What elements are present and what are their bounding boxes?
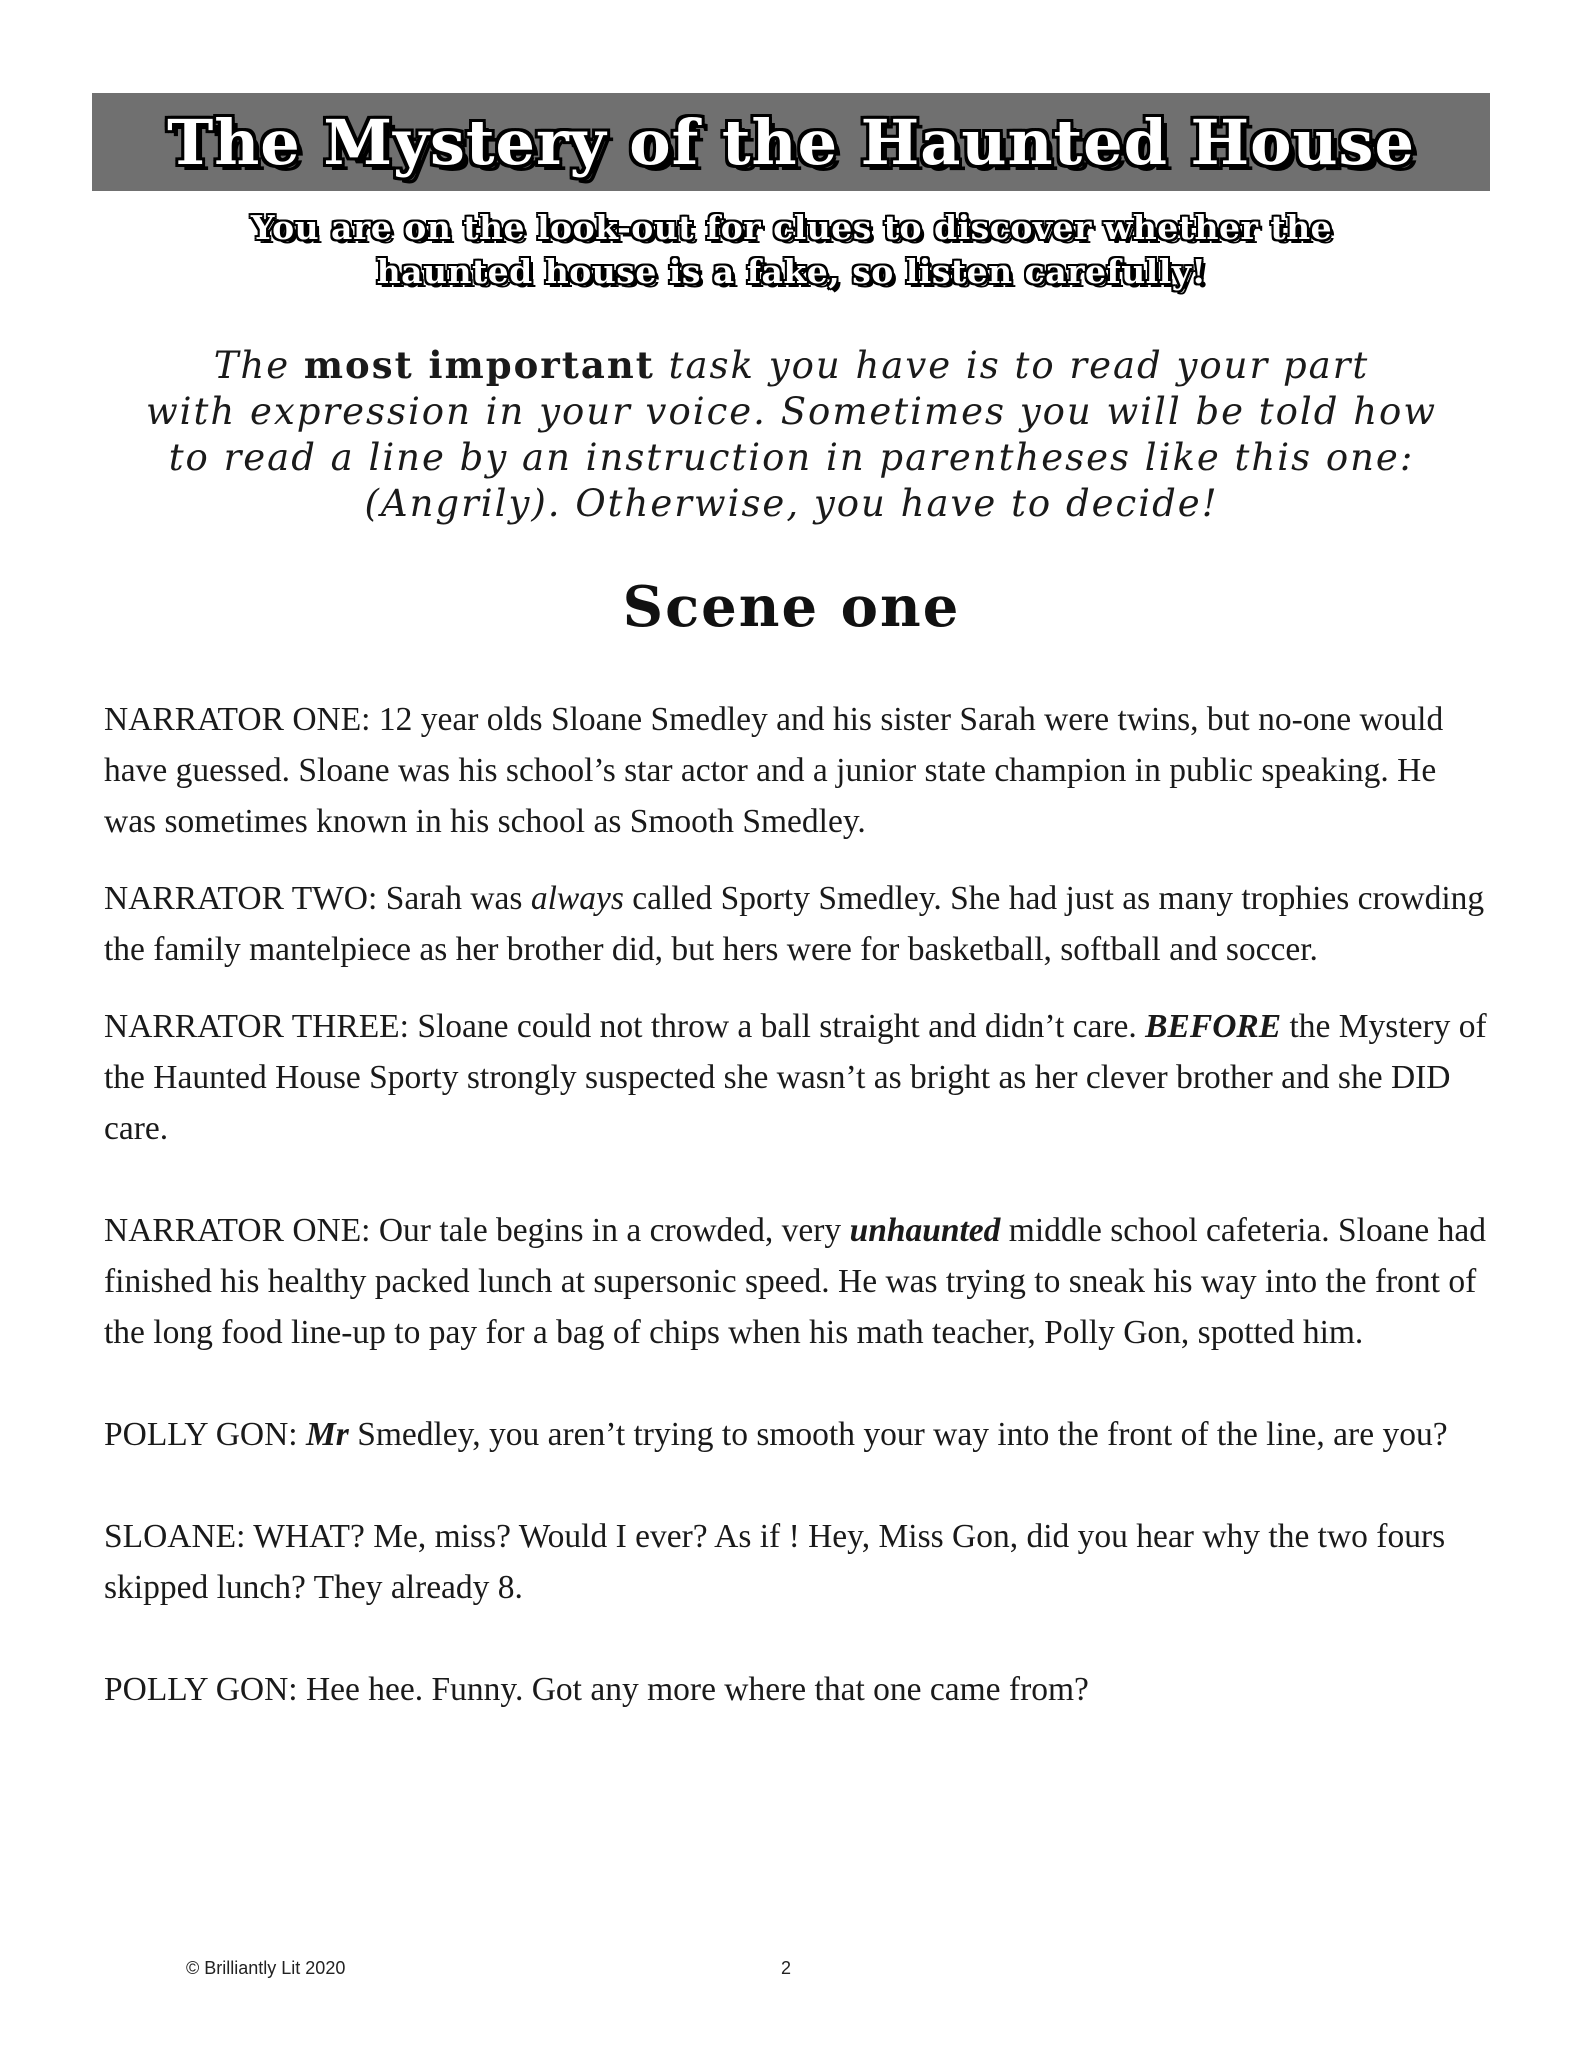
dialogue-text: Our tale begins in a crowded, very <box>370 1212 850 1249</box>
instructions-text: The <box>213 344 304 387</box>
script-line-sloane <box>104 1511 1494 1613</box>
script-body <box>104 694 1494 1715</box>
subtitle <box>130 206 1453 294</box>
speaker-label: NARRATOR THREE: <box>104 1008 409 1045</box>
dialogue-text: 12 year olds Sloane Smedley and his sister Sarah were twins, but no-one would have guessed. Sloane was his school’s star actor and a junior state champion in public speaking. He was sometimes known in his school as Smooth Smedley. <box>104 701 1444 840</box>
instructions-line-2: with expression in your voice. Sometimes you will be told how <box>146 390 1437 433</box>
script-line-narrator-two <box>104 873 1494 975</box>
scene-heading: Scene one <box>622 574 961 640</box>
speaker-label: POLLY GON: <box>104 1671 298 1708</box>
reading-instructions <box>120 342 1463 527</box>
script-line-narrator-one <box>104 694 1494 847</box>
speaker-label: NARRATOR ONE: <box>104 1212 371 1249</box>
instructions-line-1 <box>120 342 1463 389</box>
emphasis-text: Mr <box>305 1416 349 1453</box>
instructions-line-4: (Angrily). Otherwise, you have to decide! <box>364 482 1219 525</box>
speaker-label: SLOANE: <box>104 1518 246 1555</box>
script-line-narrator-one <box>104 1205 1494 1358</box>
dialogue-text: Hee hee. Funny. Got any more where that one came from? <box>297 1671 1089 1708</box>
script-line-polly-gon <box>104 1664 1494 1715</box>
title-banner <box>92 93 1490 191</box>
script-line-narrator-three <box>104 1001 1494 1154</box>
dialogue-text: Smedley, you aren’t trying to smooth your way into the front of the line, are you? <box>348 1416 1448 1453</box>
emphasis-text: always <box>530 880 624 917</box>
instructions-bold-text: most important <box>303 343 655 387</box>
dialogue-text: Sarah was <box>377 880 531 917</box>
dialogue-text: the Mystery of the Haunted House Sporty strongly suspected she wasn’t as bright as her clever brother and she DID care. <box>104 1008 1487 1147</box>
dialogue-text: middle school cafeteria. Sloane had finished his healthy packed lunch at supersonic speed. He was trying to sneak his way into the front of the long food line-up to pay for a bag of chips when his math teacher, Polly Gon, spotted him. <box>104 1212 1486 1351</box>
page-title: The Mystery of the Haunted House <box>167 105 1415 179</box>
dialogue-text: Sloane could not throw a ball straight and didn’t care. <box>408 1008 1146 1045</box>
copyright-notice: © Brilliantly Lit 2020 <box>186 1958 346 1978</box>
dialogue-text: WHAT? Me, miss? Would I ever? As if ! Hey, Miss Gon, did you hear why the two fours skipped lunch? They already 8. <box>104 1518 1446 1606</box>
speaker-label: POLLY GON: <box>104 1416 298 1453</box>
dialogue-text: called Sporty Smedley. She had just as many trophies crowding the family mantelpiece as her brother did, but hers were for basketball, softball and soccer. <box>104 880 1485 968</box>
script-line-polly-gon <box>104 1409 1494 1460</box>
subtitle-line-2: haunted house is a fake, so listen carefully! <box>376 252 1207 291</box>
subtitle-line-1: You are on the look-out for clues to discover whether the <box>250 208 1333 247</box>
emphasis-text: unhaunted <box>849 1212 1001 1249</box>
page-number: 2 <box>781 1958 792 1978</box>
instructions-line-3: to read a line by an instruction in parentheses like this one: <box>168 436 1415 479</box>
speaker-label: NARRATOR TWO: <box>104 880 378 917</box>
speaker-label: NARRATOR ONE: <box>104 701 371 738</box>
dialogue-text <box>298 1416 306 1453</box>
instructions-text: task you have is to read your part <box>654 344 1370 387</box>
emphasis-text: BEFORE <box>1145 1008 1282 1045</box>
